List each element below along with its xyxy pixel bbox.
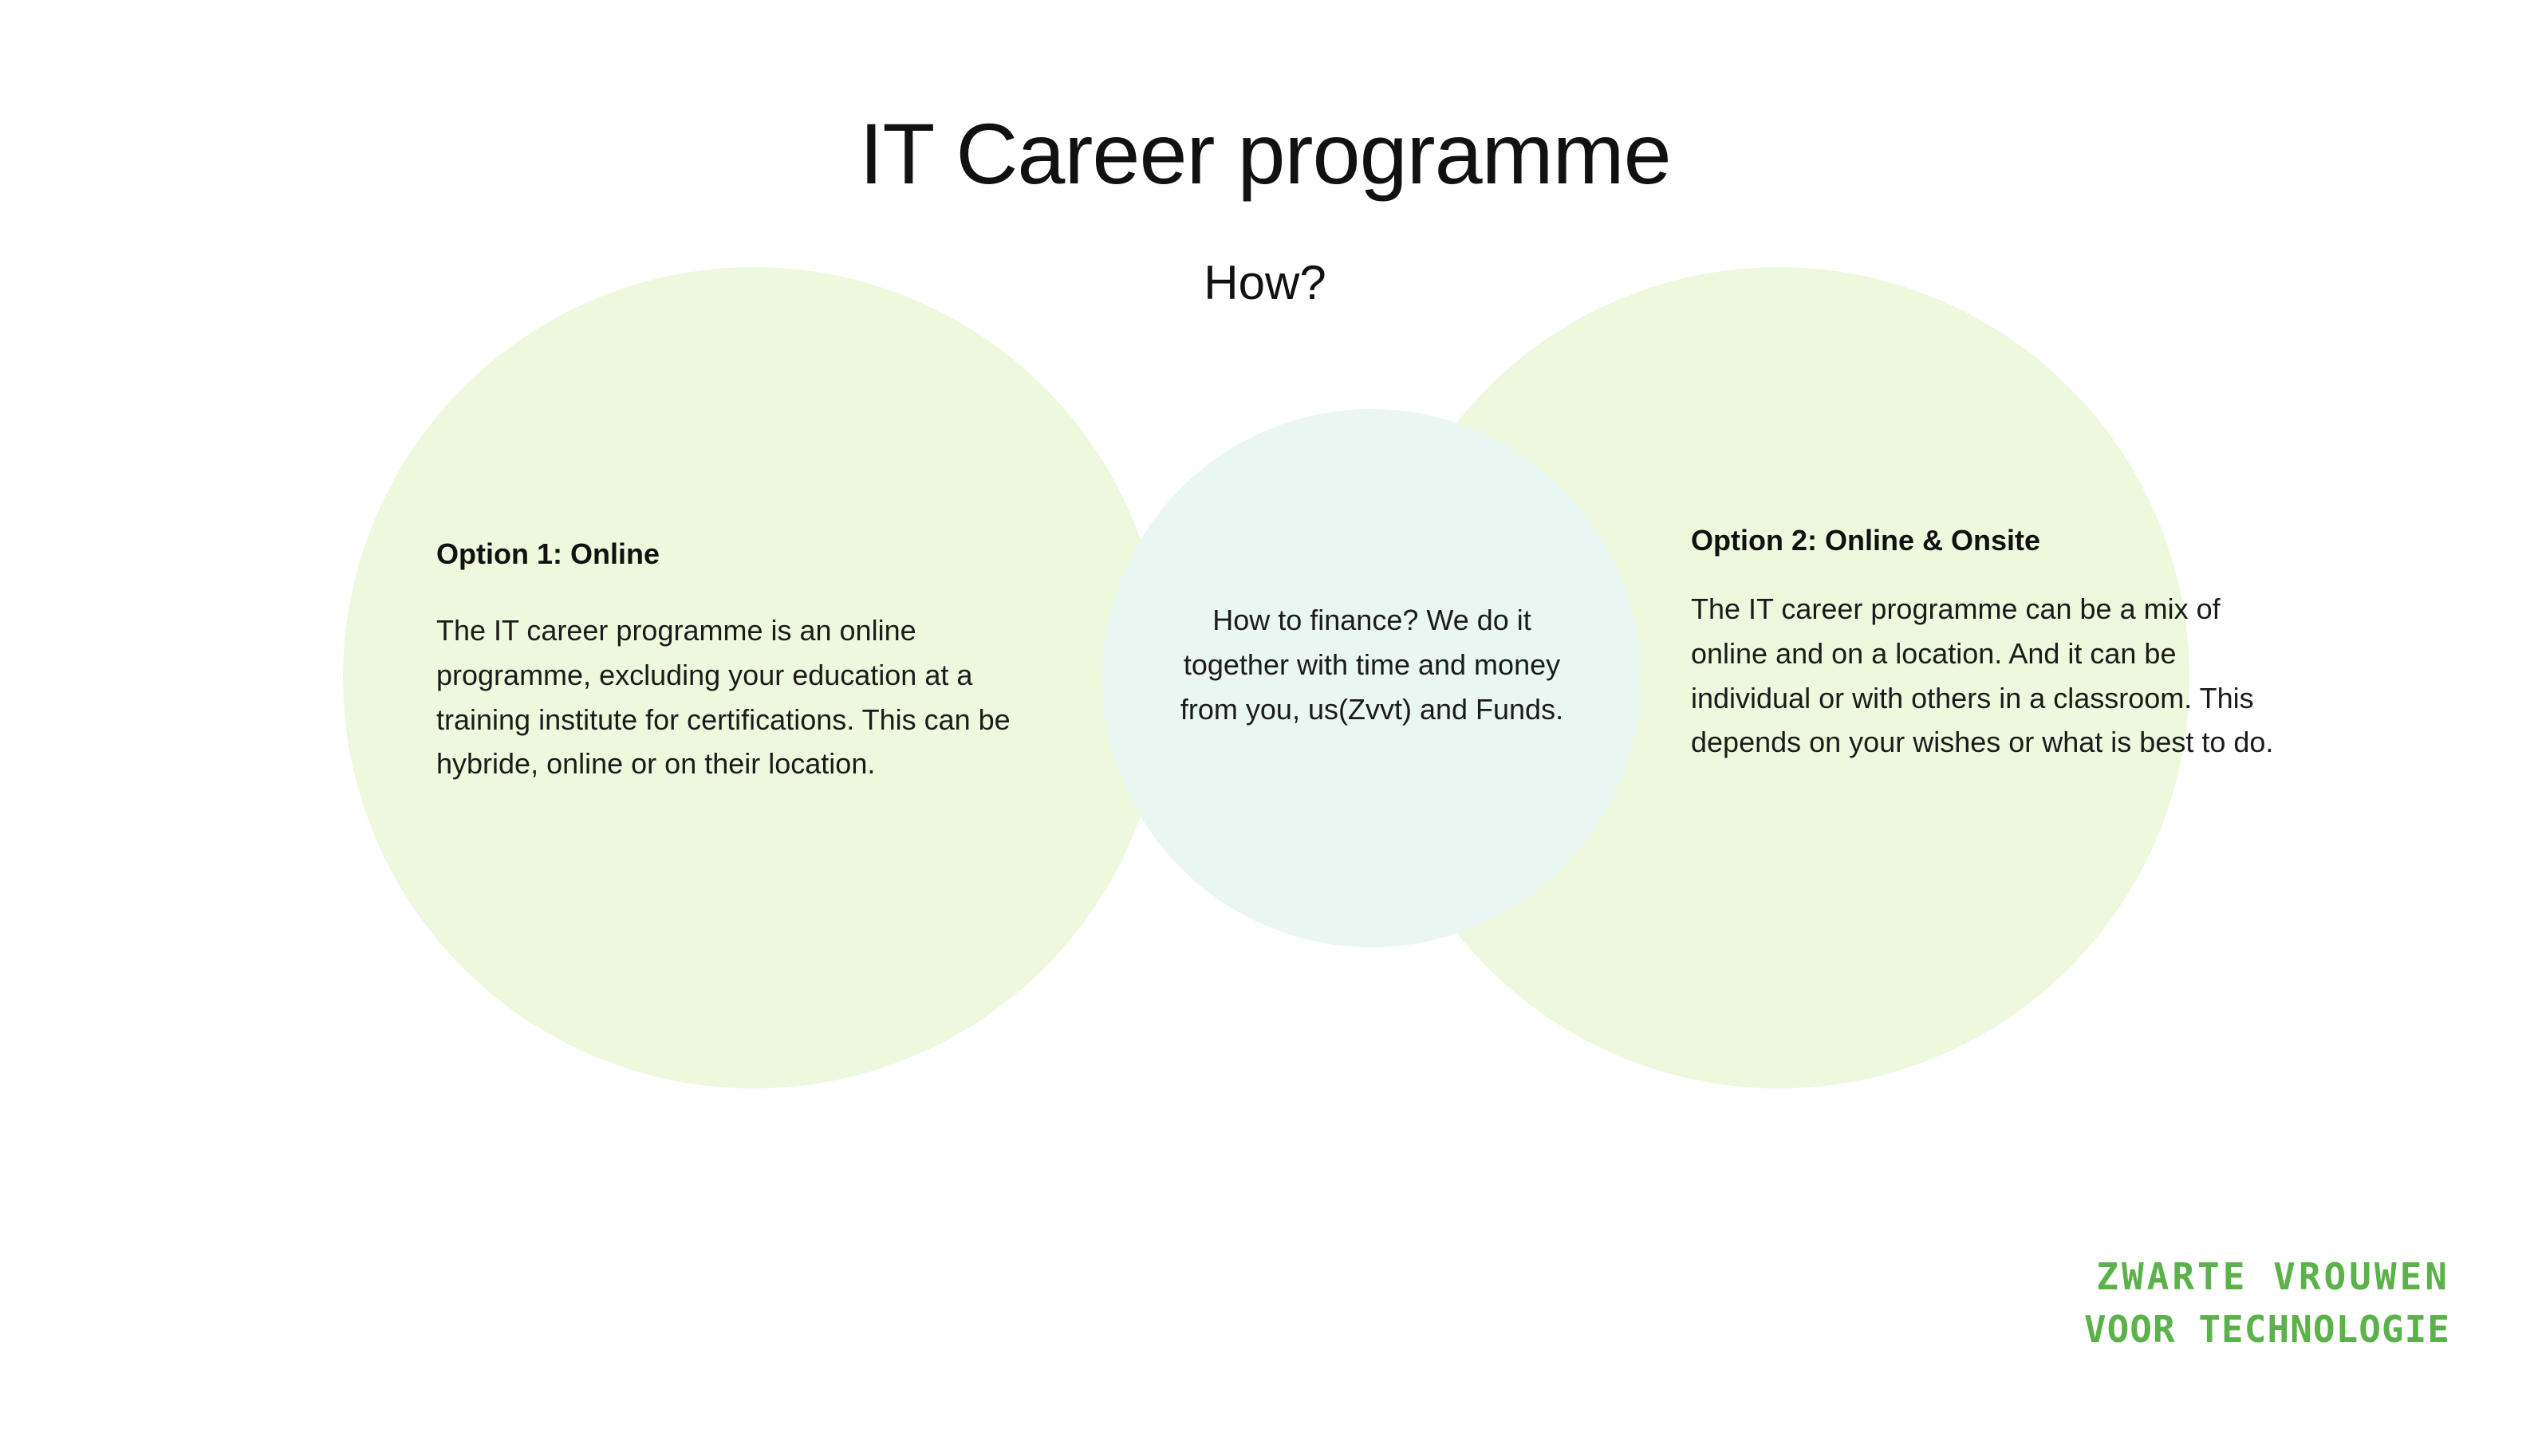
option-1-body: The IT career programme is an online programme, excluding your education at a training institute for certifications. This can be hybride, online or on their location. bbox=[436, 614, 1011, 781]
option-2-heading: Option 2: Online & Onsite bbox=[1691, 524, 2041, 557]
page-subtitle: How? bbox=[1204, 255, 1326, 309]
option-2-block bbox=[1691, 522, 2297, 765]
option-1-block bbox=[436, 536, 1011, 786]
finance-block bbox=[1161, 598, 1583, 731]
logo-line-1: ZWARTE VROUWEN bbox=[2096, 1254, 2450, 1298]
page-title: IT Career programme bbox=[859, 105, 1671, 203]
finance-body: How to finance? We do it together with time and money from you, us(Zvvt) and Funds. bbox=[1180, 604, 1564, 726]
option-1-heading: Option 1: Online bbox=[436, 537, 660, 570]
organization-logo bbox=[2084, 1250, 2450, 1356]
logo-line-2: VOOR TECHNOLOGIE bbox=[2083, 1308, 2450, 1352]
option-2-body: The IT career programme can be a mix of online and on a location. And it can be individual or with others in a classroom. This depends on your wishes or what is best to do. bbox=[1691, 592, 2274, 759]
